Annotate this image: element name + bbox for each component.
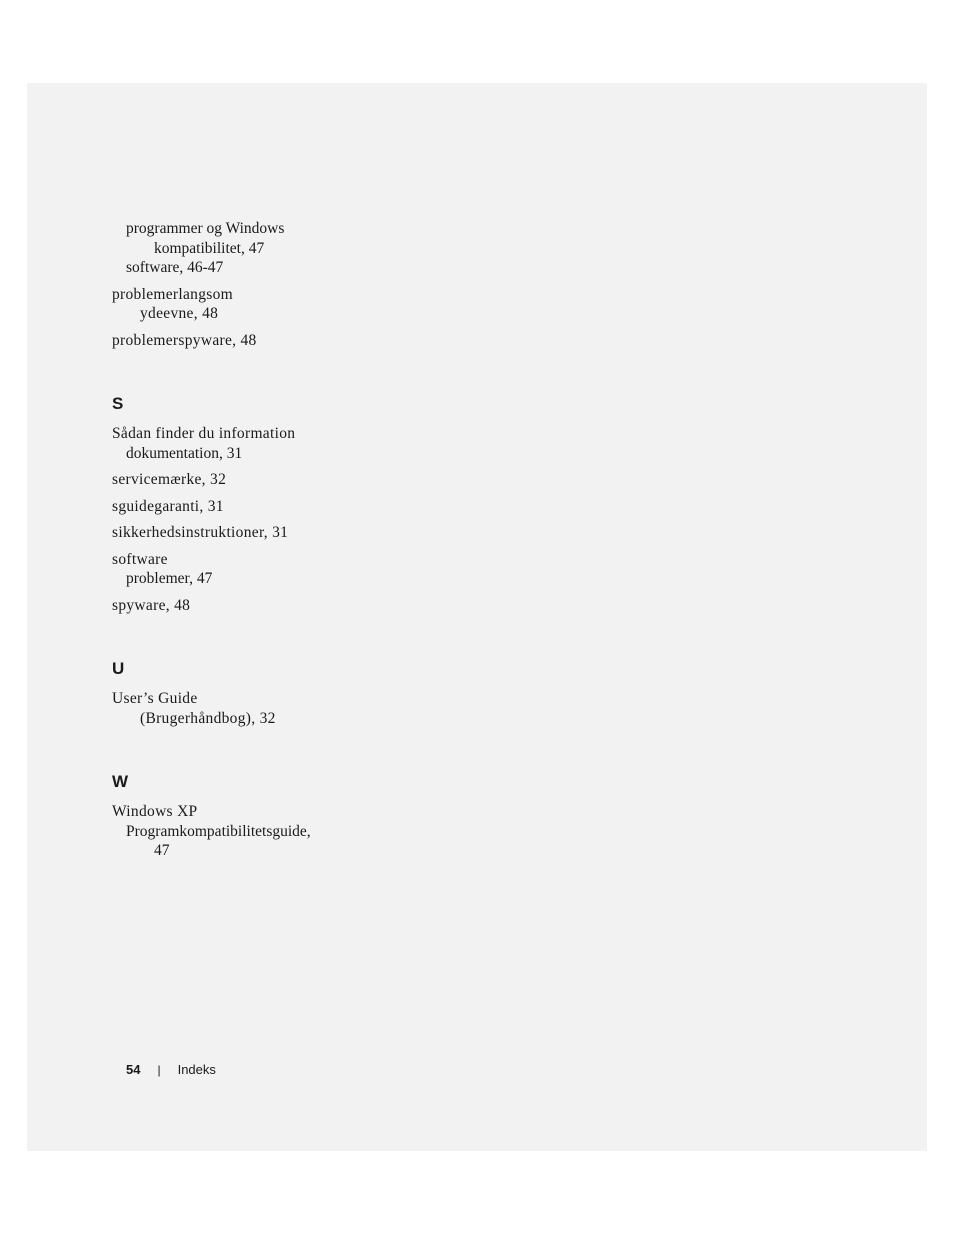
index-subterm: problemer, 47 (126, 570, 213, 587)
index-term: sguidegaranti, 31 (112, 497, 224, 515)
index-entry (112, 550, 352, 589)
index-term: servicemærke, 32 (112, 471, 227, 488)
index-subterm: 47 (154, 842, 170, 859)
section-letter-heading: W (112, 772, 129, 791)
index-entry (112, 802, 352, 861)
index-entry (112, 523, 352, 543)
page-footer (126, 1062, 216, 1078)
index-entry (112, 596, 352, 616)
index-entry (112, 219, 352, 278)
index-entry (112, 285, 352, 324)
index-term: sikkerhedsinstruktioner, 31 (112, 524, 289, 541)
index-entry (112, 689, 352, 728)
index-subterm: Programkompatibilitetsguide, (126, 822, 311, 840)
index-entry (112, 424, 352, 463)
index-column (112, 219, 352, 868)
index-entry (112, 331, 352, 351)
index-subterm: software, 46-47 (126, 259, 224, 276)
index-term: software (112, 550, 168, 568)
footer-section-title: Indeks (177, 1062, 216, 1077)
index-term: problemerlangsom (112, 285, 234, 303)
index-term: problemerspyware, 48 (112, 331, 257, 349)
page-number: 54 (126, 1062, 141, 1077)
index-term: User’s Guide (112, 690, 198, 707)
index-subterm: kompatibilitet, 47 (154, 239, 265, 257)
index-subterm: dokumentation, 31 (126, 444, 243, 462)
section-letter-heading: S (112, 394, 124, 413)
section-letter-heading: U (112, 659, 125, 678)
index-subterm: (Brugerhåndbog), 32 (140, 709, 276, 727)
index-term: spyware, 48 (112, 596, 191, 614)
index-term: Windows XP (112, 803, 198, 820)
index-entry (112, 497, 352, 517)
footer-separator: | (157, 1063, 161, 1077)
index-entry (112, 470, 352, 490)
index-term: Sådan finder du information (112, 425, 296, 442)
index-subterm: ydeevne, 48 (140, 305, 219, 322)
index-subterm: programmer og Windows (126, 220, 285, 237)
